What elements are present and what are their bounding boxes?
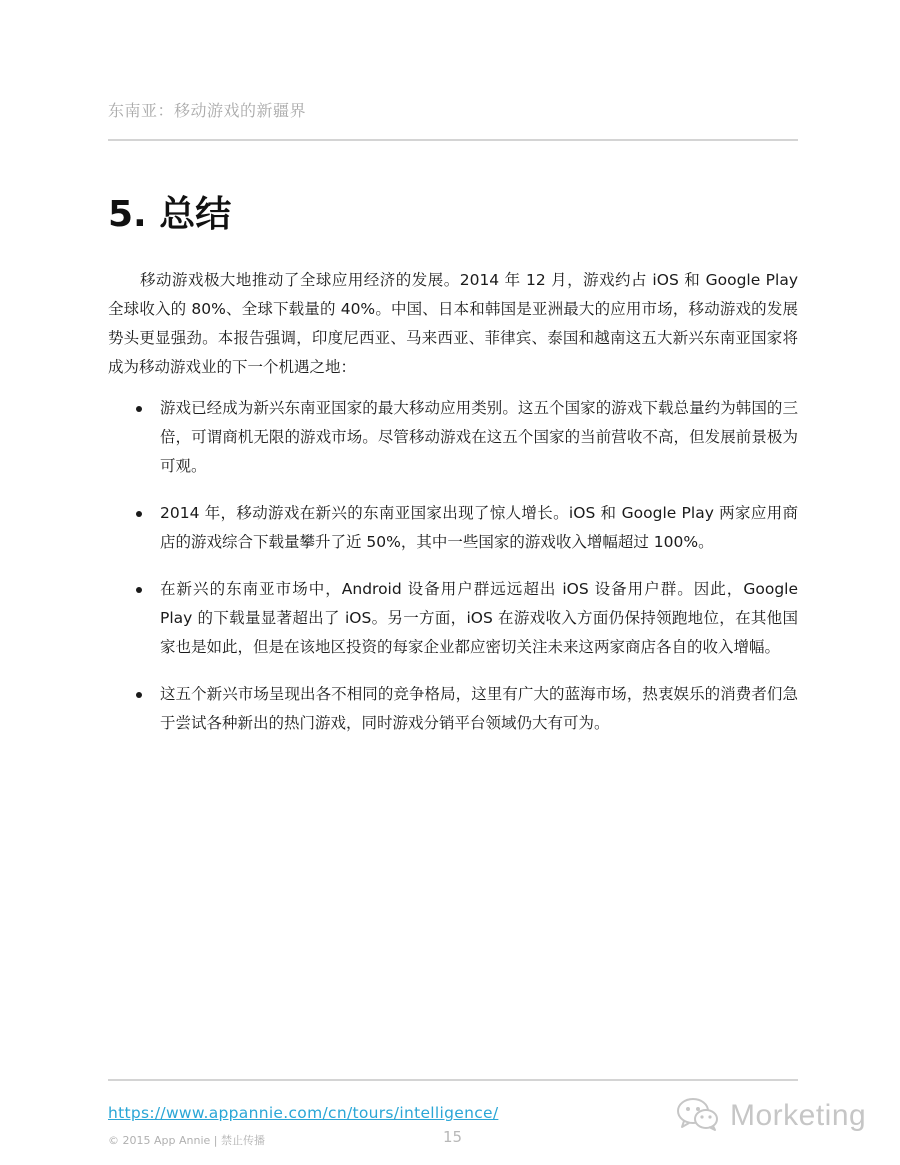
intro-paragraph: 移动游戏极大地推动了全球应用经济的发展。2014 年 12 月，游戏约占 iOS 和 Google Play 全球收入的 80%、全球下载量的 40%。中国、日本和韩国是亚洲最大的应用市场，移动游戏的发展势头更显强劲。本报告强调，印度尼西亚、马来西亚、菲律宾、泰国和越南这五大新兴东南亚国家将成为移动游戏业的下一个机遇之地： [108, 271, 798, 376]
watermark [676, 1096, 866, 1136]
page-number: 15 [443, 1128, 463, 1146]
watermark-text: Morketing [730, 1099, 867, 1132]
header-divider [108, 139, 798, 141]
running-header: 东南亚：移动游戏的新疆界 [108, 101, 307, 120]
bullet-text: 2014 年，移动游戏在新兴的东南亚国家出现了惊人增长。iOS 和 Google Play 两家应用商店的游戏综合下载量攀升了近 50%，其中一些国家的游戏收入增幅超过 100%。 [160, 504, 798, 551]
footer-divider [108, 1079, 798, 1081]
bullet-text: 游戏已经成为新兴东南亚国家的最大移动应用类别。这五个国家的游戏下载总量约为韩国的三倍，可谓商机无限的游戏市场。尽管移动游戏在这五个国家的当前营收不高，但发展前景极为可观。 [160, 399, 798, 475]
bullet-dot-icon [136, 406, 142, 412]
bullet-text: 在新兴的东南亚市场中，Android 设备用户群远远超出 iOS 设备用户群。因此，Google Play 的下载量显著超出了 iOS。另一方面，iOS 在游戏收入方面仍保持领跑地位，在其他国家也是如此，但是在该地区投资的每家企业都应密切关注未来这两家商店各自的收入增幅。 [160, 580, 798, 656]
bullet-item [108, 499, 798, 557]
bullet-item [108, 575, 798, 662]
summary-bullet-list [108, 394, 798, 756]
bullet-text: 这五个新兴市场呈现出各不相同的竞争格局，这里有广大的蓝海市场，热衷娱乐的消费者们急于尝试各种新出的热门游戏，同时游戏分销平台领域仍大有可为。 [160, 685, 798, 732]
intelligence-tour-link[interactable]: https://www.appannie.com/cn/tours/intelligence/ [108, 1104, 499, 1122]
bullet-dot-icon [136, 587, 142, 593]
bullet-item [108, 394, 798, 481]
bullet-dot-icon [136, 692, 142, 698]
copyright-notice: © 2015 App Annie | 禁止传播 [108, 1134, 265, 1147]
bullet-item [108, 680, 798, 738]
wechat-icon [676, 1096, 720, 1136]
section-title: 5. 总结 [108, 194, 232, 235]
bullet-dot-icon [136, 511, 142, 517]
